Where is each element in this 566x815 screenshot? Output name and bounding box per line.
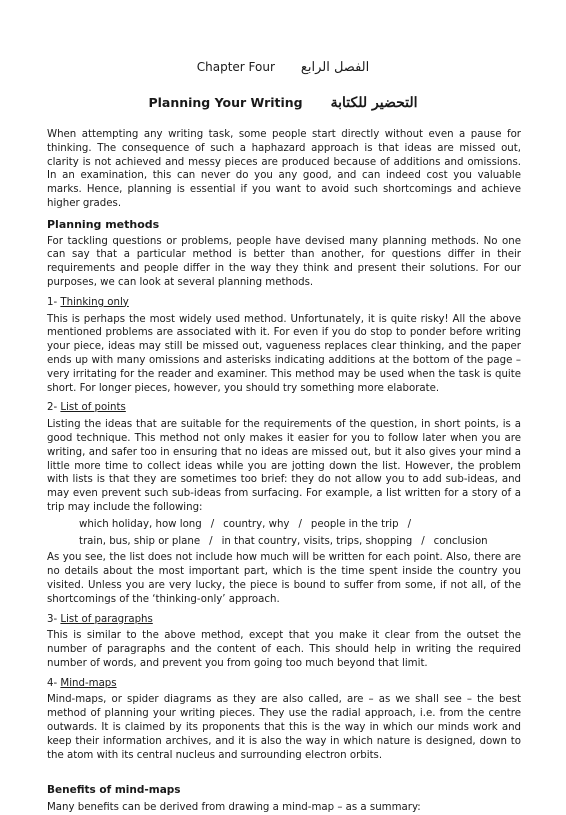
list-item: country, why [223, 518, 290, 530]
list-item: conclusion [433, 535, 488, 547]
method-paragraph-list-of-points: Listing the ideas that are suitable for the requirements of the question, in short points, is a good technique. This method not only makes it easier for you to follow later when you are writing, and safer too in ensuring that no ideas are missed out, but it also gives your mind a little more time to collect ideas while you are jotting down the list. However, the problem with lists is that they are sometimes too brief: they do not allow you to add sub-ideas, and may even prevent such sub-ideas from surfacing. For example, a list written for a story of a trip may include the following: [47, 419, 521, 513]
method-heading-mind-maps [47, 677, 521, 691]
example-list-row [79, 535, 521, 549]
benefits-paragraph: Many benefits can be derived from drawing a mind-map – as a summary: [47, 802, 421, 814]
chapter-label-arabic: الفصل الرابع [300, 60, 370, 75]
list-item: in that country, visits, trips, shopping [221, 535, 413, 547]
list-separator: / [210, 518, 215, 530]
title-english: Planning Your Writing [148, 95, 303, 110]
method-name: Mind-maps [60, 677, 117, 689]
list-separator: / [421, 535, 425, 547]
method-number: 1- [47, 296, 58, 308]
method-number: 4- [47, 677, 58, 689]
method-heading-list-of-paragraphs [47, 613, 521, 627]
list-item: train, bus, ship or plane [79, 535, 201, 547]
method-paragraph-list-of-paragraphs: This is similar to the above method, except that you make it clear from the outset the number of paragraphs and the content of each. This should help in writing the required number of words, and prevent you from going too much beyond that limit. [47, 630, 521, 669]
section-heading-planning-methods: Planning methods [47, 217, 160, 231]
method-name: List of points [60, 402, 126, 414]
method-number: 3- [47, 613, 58, 625]
method-heading-thinking-only [47, 296, 521, 310]
chapter-label: Chapter Four [196, 60, 275, 74]
list-separator: / [209, 535, 213, 547]
method-heading-list-of-points [47, 401, 521, 415]
example-list-row [79, 518, 521, 532]
method-name: List of paragraphs [60, 613, 153, 625]
list-separator: / [407, 518, 412, 530]
list-item: which holiday, how long [79, 518, 202, 530]
chapter-heading [0, 60, 566, 75]
page-title [0, 95, 566, 111]
intro-paragraph: When attempting any writing task, some people start directly without even a pause for thinking. The consequence of such a haphazard approach is that ideas are missed out, clarity is not achieved and messy pieces are produced because of additions and omissions. In an examination, this can never do you any good, and can indeed cost you valuable marks. Hence, planning is essential if you want to avoid such shortcomings and achieve higher grades. [47, 129, 521, 209]
method-paragraph-thinking-only: This is perhaps the most widely used method. Unfortunately, it is quite risky! All the above mentioned problems are associated with it. For even if you do stop to ponder before writing your piece, ideas may still be missed out, vagueness replaces clear thinking, and the paper ends up with many omissions and asterisks indicating additions at the bottom of the page – very irritating for the reader and examiner. This method may be used when the task is quite short. For longer pieces, however, you should try something more elaborate. [47, 313, 521, 394]
planning-methods-paragraph: For tackling questions or problems, people have devised many planning methods. No one can say that a particular method is better than another, for questions differ in their requirements and people differ in the way they think and present their solutions. For our purposes, we can look at several planning methods. [47, 235, 521, 288]
list-separator: / [298, 518, 302, 530]
method-number: 2- [47, 402, 58, 414]
list-item: people in the trip [310, 518, 399, 530]
method-paragraph-list-of-points-followup: As you see, the list does not include how much will be written for each point. Also, there are no details about the most important part, which is the time spent inside the country you visited. Unless you are very lucky, the piece is bound to suffer from some, if not all, of the shortcomings of the ‘thinking-only’ approach. [47, 552, 521, 605]
method-paragraph-mind-maps: Mind-maps, or spider diagrams as they are also called, are – as we shall see – the best method of planning your writing pieces. They use the radial approach, i.e. from the centre outwards. It is claimed by its proponents that this is the way in which our minds work and keep their information archives, and it is also the way in which nature is designed, down to the atom with its central nucleus and surrounding electron orbits. [47, 694, 521, 761]
section-heading-benefits: Benefits of mind-maps [47, 784, 181, 797]
document-body [47, 128, 521, 815]
title-arabic: التحضير للكتابة [330, 95, 418, 111]
method-name: Thinking only [60, 296, 129, 308]
